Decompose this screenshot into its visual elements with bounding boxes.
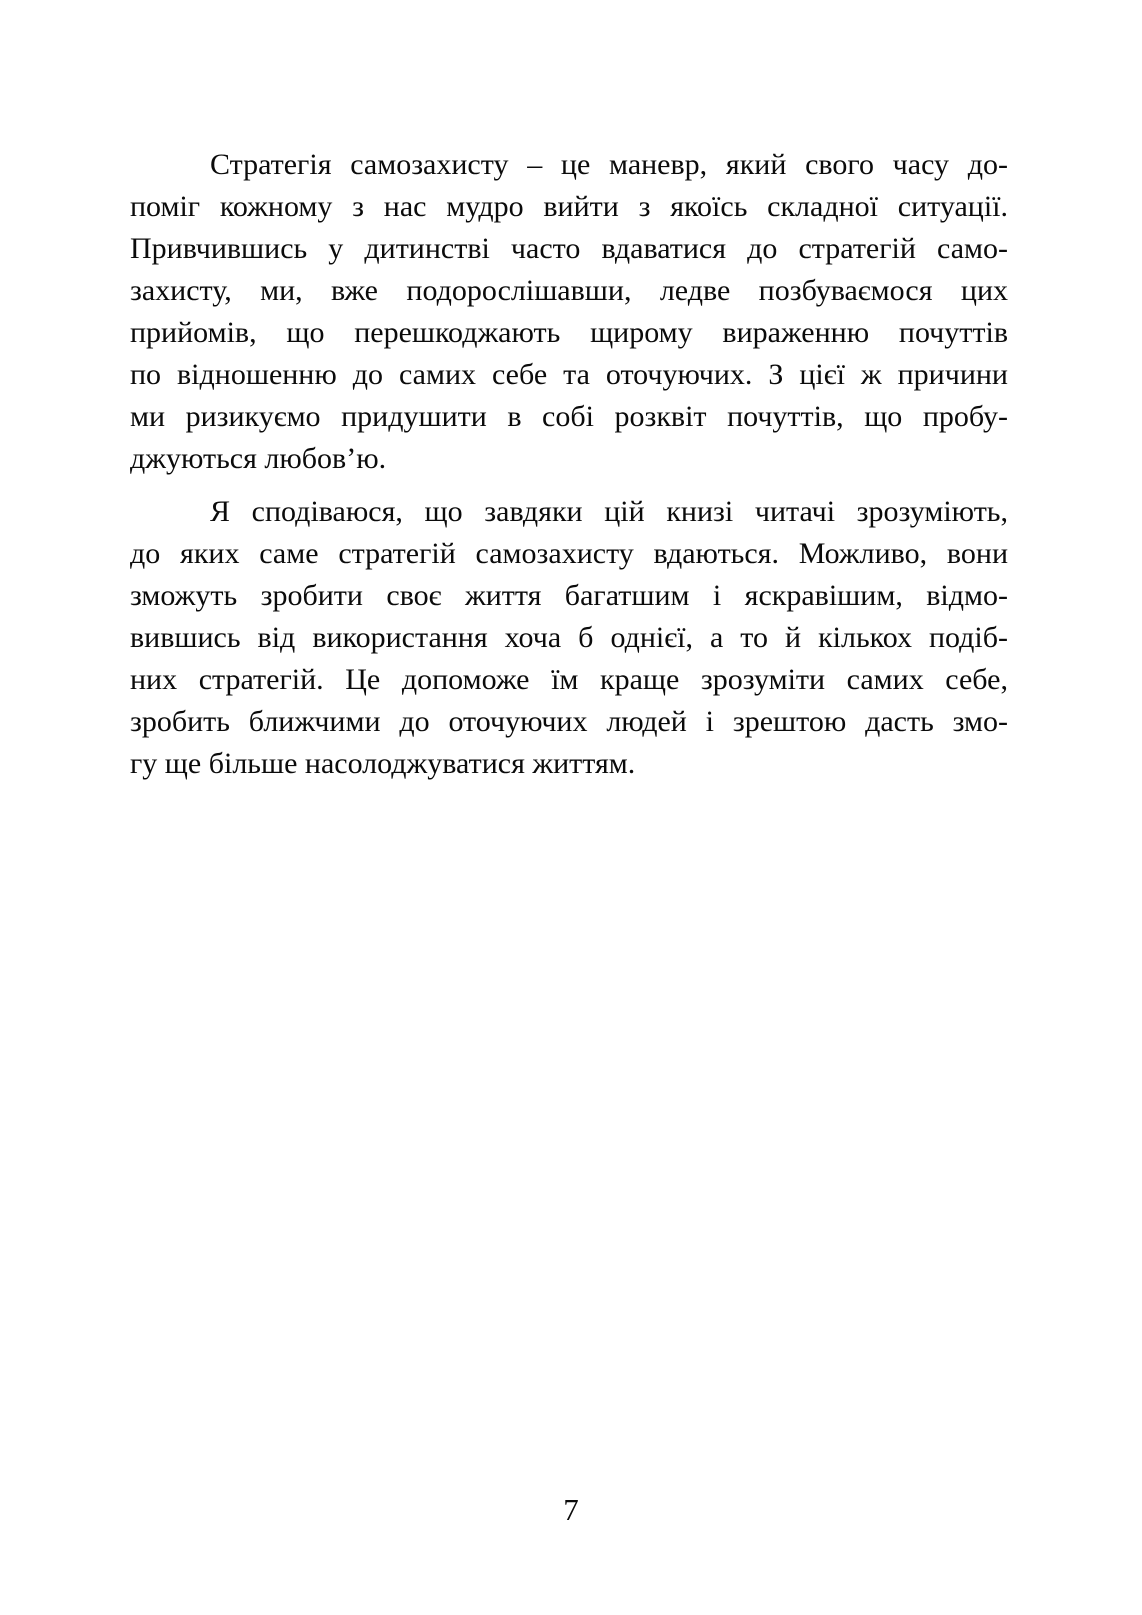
text-line: зробить ближчими до оточуючих людей і зрештою дасть змо- [130,705,1008,738]
body-text [130,144,1008,785]
text-line: захисту, ми, вже подорослішавши, ледве позбуваємося цих [130,274,1008,307]
text-line: джуються любов’ю. [130,442,387,475]
text-line: до яких саме стратегій самозахисту вдаються. Можливо, вони [130,537,1008,570]
text-line: Я сподіваюся, що завдяки цій книзі читачі зрозуміють, [210,495,1008,528]
text-line: ми ризикуємо придушити в собі розквіт почуттів, що пробу- [130,400,1008,433]
text-line: вившись від використання хоча б однієї, а то й кількох подіб- [130,621,1008,654]
text-line: Привчившись у дитинстві часто вдаватися до стратегій само- [130,232,1008,265]
text-line: них стратегій. Це допоможе їм краще зрозуміти самих себе, [130,663,1008,696]
paragraph-2 [130,491,1008,785]
text-line: гу ще більше насолоджуватися життям. [130,747,636,780]
text-line: поміг кожному з нас мудро вийти з якоїсь складної ситуації. [130,190,1008,223]
text-line: зможуть зробити своє життя багатшим і яскравішим, відмо- [130,579,1008,612]
text-line: Стратегія самозахисту – це маневр, який свого часу до- [210,148,1008,181]
text-line: прийомів, що перешкоджають щирому вираженню почуттів [130,316,1008,349]
page-number: 7 [563,1492,579,1527]
paragraph-1 [130,144,1008,480]
text-line: по відношенню до самих себе та оточуючих. З цієї ж причини [130,358,1008,391]
